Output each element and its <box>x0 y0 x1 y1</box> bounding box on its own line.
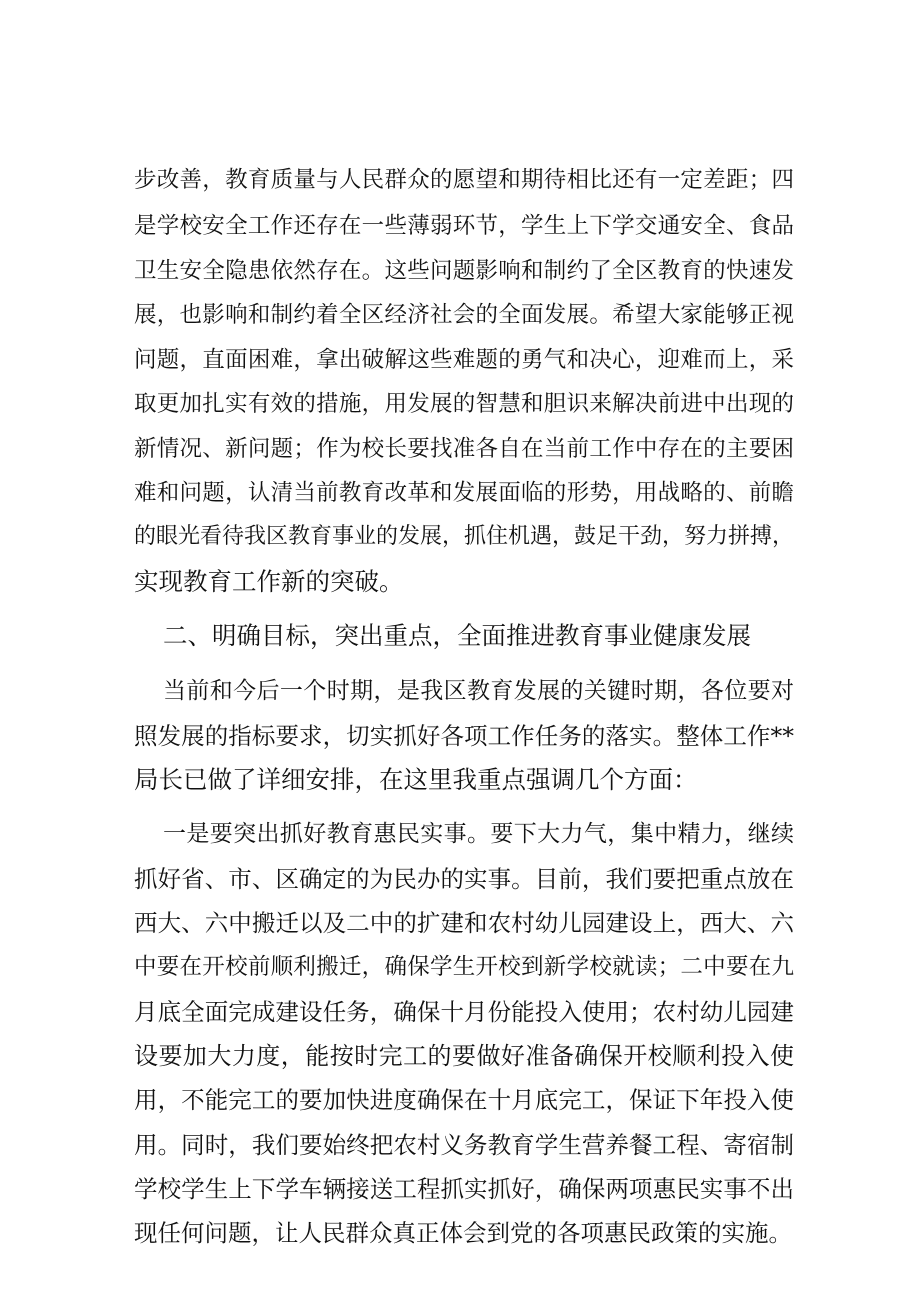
paragraph-1-line-1: 步改善，教育质量与人民群众的愿望和期待相比还有一定差距；四 <box>134 167 794 193</box>
paragraph-3-line-9: 学校学生上下学车辆接送工程抓实抓好，确保两项惠民实事不出 <box>134 1175 794 1203</box>
paragraph-2-line-2: 照发展的指标要求，切实抓好各项工作任务的落实。整体工作** <box>134 722 794 750</box>
paragraph-3-line-1: 一是要突出抓好教育惠民实事。要下大力气，集中精力，继续 <box>163 821 794 847</box>
paragraph-1-line-9: 的眼光看待我区教育事业的发展，抓住机遇，鼓足干劲，努力拼搏， <box>134 524 795 549</box>
paragraph-1-line-8: 难和问题，认清当前教育改革和发展面临的形势，用战略的、前瞻 <box>134 480 794 506</box>
paragraph-1-line-5: 问题，直面困难，拿出破解这些难题的勇气和决心，迎难而上，采 <box>134 347 794 373</box>
paragraph-1-line-2: 是学校安全工作还存在一些薄弱环节，学生上下学交通安全、食品 <box>134 213 794 239</box>
paragraph-3-line-4: 中要在开校前顺利搬迁，确保学生开校到新学校就读；二中要在九 <box>134 954 794 980</box>
paragraph-3-line-7: 用，不能完工的要加快进度确保在十月底完工，保证下年投入使 <box>134 1086 794 1114</box>
paragraph-3-line-2: 抓好省、市、区确定的为民办的实事。目前，我们要把重点放在 <box>134 865 794 893</box>
paragraph-2-line-1: 当前和今后一个时期，是我区教育发展的关键时期，各位要对 <box>163 678 794 704</box>
paragraph-3-line-8: 用。同时，我们要始终把农村义务教育学生营养餐工程、寄宿制 <box>134 1131 794 1159</box>
paragraph-2-line-3: 局长已做了详细安排，在这里我重点强调几个方面： <box>134 765 698 794</box>
paragraph-3-line-3: 西大、六中搬迁以及二中的扩建和农村幼儿园建设上，西大、六 <box>134 909 794 937</box>
paragraph-1-line-6: 取更加扎实有效的措施，用发展的智慧和胆识来解决前进中出现的 <box>134 391 794 417</box>
paragraph-3-line-10: 现任何问题，让人民群众真正体会到党的各项惠民政策的实施。 <box>134 1219 792 1247</box>
paragraph-3-line-6: 设要加大力度，能按时完工的要做好准备确保开校顺利投入使 <box>134 1042 794 1070</box>
paragraph-1-line-3: 卫生安全隐患依然存在。这些问题影响和制约了全区教育的快速发 <box>134 258 794 284</box>
paragraph-1-line-7: 新情况、新问题；作为校长要找准各自在当前工作中存在的主要困 <box>134 436 794 462</box>
paragraph-3-line-5: 月底全面完成建设任务，确保十月份能投入使用；农村幼儿园建 <box>134 998 794 1026</box>
paragraph-1-line-4: 展，也影响和制约着全区经济社会的全面发展。希望大家能够正视 <box>134 302 794 328</box>
paragraph-1-line-10: 实现教育工作新的突破。 <box>134 567 404 596</box>
section-heading-2: 二、明确目标，突出重点，全面推进教育事业健康发展 <box>163 621 751 650</box>
